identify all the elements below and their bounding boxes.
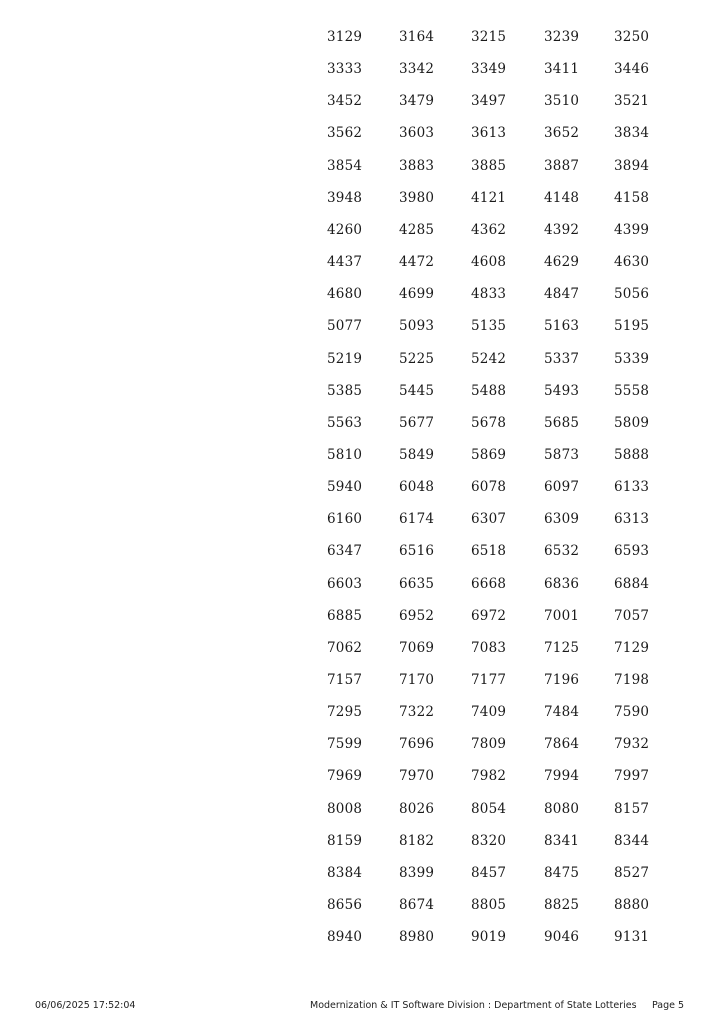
ticket-number: 6836: [544, 575, 580, 592]
number-row: [0, 188, 724, 208]
ticket-number: 7599: [327, 736, 363, 753]
ticket-number: 6593: [614, 543, 650, 560]
ticket-number: 5385: [327, 382, 363, 399]
ticket-number: 8940: [327, 929, 363, 946]
number-row: [0, 863, 724, 883]
ticket-number: 4121: [471, 189, 507, 206]
ticket-number: 5869: [471, 446, 507, 463]
ticket-number: 5195: [614, 318, 650, 335]
number-row: [0, 895, 724, 915]
ticket-number: 7322: [399, 704, 435, 721]
ticket-number: 3603: [399, 125, 435, 142]
number-row: [0, 670, 724, 690]
ticket-number: 6097: [544, 479, 580, 496]
ticket-number: 5337: [544, 350, 580, 367]
ticket-number: 3239: [544, 29, 580, 45]
number-row: [0, 799, 724, 819]
ticket-number: 7997: [614, 768, 650, 785]
ticket-number: 7001: [544, 607, 580, 624]
ticket-number: 7696: [399, 736, 435, 753]
ticket-number: 5809: [614, 414, 650, 431]
ticket-number: 3854: [327, 157, 363, 174]
ticket-number: 4680: [327, 286, 363, 303]
number-row: [0, 734, 724, 754]
ticket-number: 8825: [544, 897, 580, 913]
ticket-number: 6972: [471, 607, 507, 624]
number-row: [0, 381, 724, 401]
number-row: [0, 606, 724, 626]
ticket-number: 7069: [399, 639, 435, 656]
ticket-number: 8475: [544, 864, 580, 881]
ticket-number: 5888: [614, 446, 650, 463]
ticket-number: 4847: [544, 286, 580, 303]
ticket-number: 6635: [399, 575, 435, 592]
ticket-number: 4399: [614, 221, 650, 238]
ticket-number: 3215: [471, 29, 507, 45]
ticket-number: 8980: [399, 929, 435, 946]
ticket-number: 7198: [614, 672, 650, 688]
ticket-number: 8182: [399, 832, 435, 849]
ticket-number: 7590: [614, 704, 650, 721]
ticket-number: 5093: [399, 318, 435, 335]
ticket-number: 7083: [471, 639, 507, 656]
ticket-number: 6160: [327, 511, 363, 528]
ticket-number: 5685: [544, 414, 580, 431]
ticket-number: 3452: [327, 93, 363, 110]
ticket-number: 6668: [471, 575, 507, 592]
footer-timestamp: 06/06/2025 17:52:04: [35, 1000, 136, 1011]
ticket-number: 4362: [471, 221, 507, 238]
number-row: [0, 252, 724, 272]
ticket-number: 8054: [471, 800, 507, 817]
ticket-number: 8656: [327, 897, 363, 913]
ticket-number: 8805: [471, 897, 507, 913]
ticket-number: 6048: [399, 479, 435, 496]
number-row: [0, 766, 724, 786]
ticket-number: 9131: [614, 929, 650, 946]
ticket-number: 7062: [327, 639, 363, 656]
ticket-number: 7932: [614, 736, 650, 753]
number-row: [0, 831, 724, 851]
number-row: [0, 284, 724, 304]
ticket-number: 8674: [399, 897, 435, 913]
ticket-number: 6174: [399, 511, 435, 528]
ticket-number: 6516: [399, 543, 435, 560]
ticket-number: 5163: [544, 318, 580, 335]
ticket-number: 4699: [399, 286, 435, 303]
ticket-number: 6603: [327, 575, 363, 592]
ticket-number: 5225: [399, 350, 435, 367]
ticket-number: 7982: [471, 768, 507, 785]
ticket-number: 3894: [614, 157, 650, 174]
ticket-number: 8341: [544, 832, 580, 849]
ticket-number: 7409: [471, 704, 507, 721]
ticket-number: 5849: [399, 446, 435, 463]
ticket-number: 5678: [471, 414, 507, 431]
ticket-number: 4260: [327, 221, 363, 238]
ticket-number: 6885: [327, 607, 363, 624]
ticket-number: 7170: [399, 672, 435, 688]
ticket-number: 6313: [614, 511, 650, 528]
ticket-number: 7157: [327, 672, 363, 688]
number-row: [0, 574, 724, 594]
number-row: [0, 123, 724, 143]
ticket-number: 7295: [327, 704, 363, 721]
ticket-number: 3497: [471, 93, 507, 110]
number-row: [0, 638, 724, 658]
ticket-number: 5135: [471, 318, 507, 335]
ticket-number: 6518: [471, 543, 507, 560]
ticket-number: 3510: [544, 93, 580, 110]
ticket-number: 8157: [614, 800, 650, 817]
ticket-number: 8080: [544, 800, 580, 817]
number-row: [0, 477, 724, 497]
footer-organization: Modernization & IT Software Division : Department of State Lotteries: [310, 1000, 637, 1011]
ticket-number: 8527: [614, 864, 650, 881]
ticket-number: 8159: [327, 832, 363, 849]
ticket-number: 3521: [614, 93, 650, 110]
ticket-number: 3250: [614, 29, 650, 45]
ticket-number: 3411: [544, 61, 580, 78]
ticket-number: 7057: [614, 607, 650, 624]
footer-page-number: Page 5: [652, 1000, 685, 1011]
ticket-number: 5242: [471, 350, 507, 367]
ticket-number: 4158: [614, 189, 650, 206]
ticket-number: 8384: [327, 864, 363, 881]
ticket-number: 5056: [614, 286, 650, 303]
ticket-number: 3562: [327, 125, 363, 142]
ticket-number: 6884: [614, 575, 650, 592]
ticket-number: 5558: [614, 382, 650, 399]
ticket-number: 3349: [471, 61, 507, 78]
ticket-number: 3479: [399, 93, 435, 110]
ticket-number: 3883: [399, 157, 435, 174]
ticket-number: 5339: [614, 350, 650, 367]
number-row: [0, 59, 724, 79]
ticket-number: 6347: [327, 543, 363, 560]
ticket-number: 7969: [327, 768, 363, 785]
ticket-number: 5677: [399, 414, 435, 431]
ticket-number: 4392: [544, 221, 580, 238]
ticket-number: 5563: [327, 414, 363, 431]
number-row: [0, 509, 724, 529]
ticket-number: 8320: [471, 832, 507, 849]
ticket-number: 4437: [327, 254, 363, 270]
number-row: [0, 27, 724, 47]
ticket-number: 3342: [399, 61, 435, 78]
ticket-number: 7125: [544, 639, 580, 656]
ticket-number: 6952: [399, 607, 435, 624]
ticket-number: 3129: [327, 29, 363, 45]
ticket-number: 4629: [544, 254, 580, 270]
ticket-number: 7484: [544, 704, 580, 721]
ticket-number: 4833: [471, 286, 507, 303]
ticket-number: 9046: [544, 929, 580, 946]
ticket-number: 7994: [544, 768, 580, 785]
ticket-number: 8344: [614, 832, 650, 849]
ticket-number: 3887: [544, 157, 580, 174]
ticket-number: 5445: [399, 382, 435, 399]
ticket-number: 5488: [471, 382, 507, 399]
ticket-number: 7196: [544, 672, 580, 688]
ticket-number: 3613: [471, 125, 507, 142]
ticket-number: 5873: [544, 446, 580, 463]
ticket-number: 9019: [471, 929, 507, 946]
number-row: [0, 156, 724, 176]
ticket-number: 4148: [544, 189, 580, 206]
ticket-number: 6532: [544, 543, 580, 560]
ticket-number: 5493: [544, 382, 580, 399]
ticket-number: 5077: [327, 318, 363, 335]
ticket-number: 3980: [399, 189, 435, 206]
number-row: [0, 702, 724, 722]
ticket-number: 4630: [614, 254, 650, 270]
ticket-number: 4472: [399, 254, 435, 270]
ticket-number: 8880: [614, 897, 650, 913]
page-footer: [0, 998, 724, 1014]
ticket-number: 7129: [614, 639, 650, 656]
ticket-number: 4608: [471, 254, 507, 270]
number-row: [0, 220, 724, 240]
ticket-number: 3948: [327, 189, 363, 206]
ticket-number: 4285: [399, 221, 435, 238]
number-row: [0, 413, 724, 433]
number-row: [0, 349, 724, 369]
ticket-number: 8008: [327, 800, 363, 817]
ticket-number: 5219: [327, 350, 363, 367]
ticket-number: 8457: [471, 864, 507, 881]
ticket-number: 3834: [614, 125, 650, 142]
ticket-number: 6309: [544, 511, 580, 528]
number-row: [0, 316, 724, 336]
number-row: [0, 927, 724, 947]
ticket-number: 5940: [327, 479, 363, 496]
ticket-number: 7970: [399, 768, 435, 785]
ticket-number: 3652: [544, 125, 580, 142]
ticket-number: 8399: [399, 864, 435, 881]
ticket-number: 8026: [399, 800, 435, 817]
ticket-number: 6133: [614, 479, 650, 496]
number-row: [0, 445, 724, 465]
ticket-number: 7864: [544, 736, 580, 753]
ticket-number: 6307: [471, 511, 507, 528]
number-row: [0, 91, 724, 111]
ticket-number: 3885: [471, 157, 507, 174]
ticket-number: 3164: [399, 29, 435, 45]
ticket-number: 7809: [471, 736, 507, 753]
ticket-number: 7177: [471, 672, 507, 688]
ticket-number: 6078: [471, 479, 507, 496]
ticket-number: 3333: [327, 61, 363, 78]
ticket-number: 5810: [327, 446, 363, 463]
ticket-number: 3446: [614, 61, 650, 78]
number-row: [0, 541, 724, 561]
